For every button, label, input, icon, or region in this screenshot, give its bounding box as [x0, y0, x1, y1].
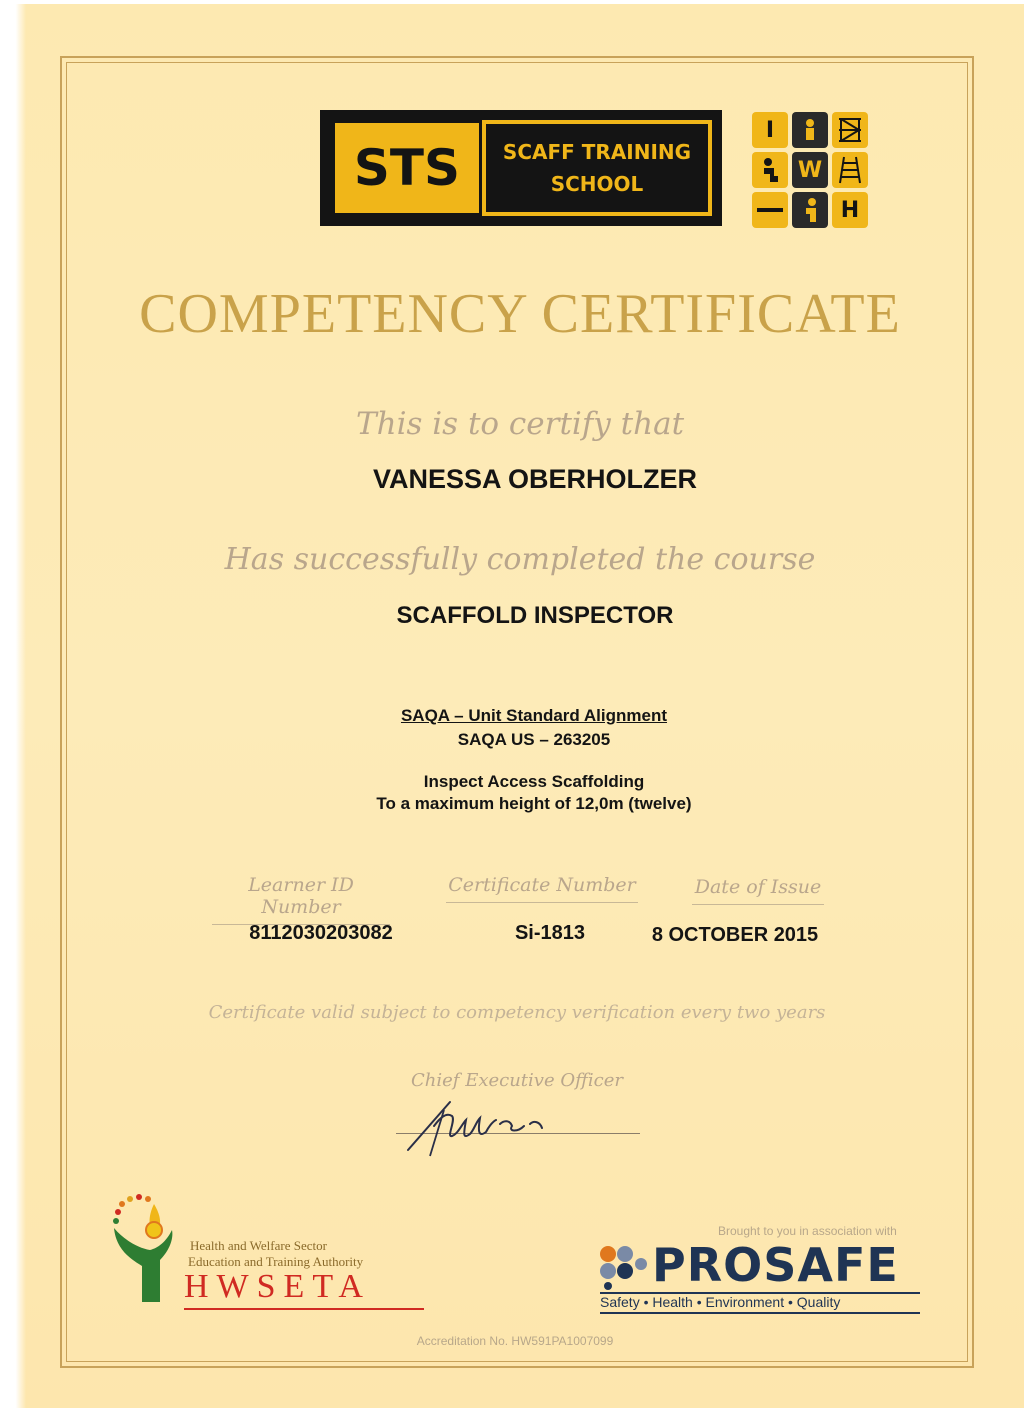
saqa-heading-text: SAQA – Unit Standard Alignment — [400, 706, 668, 725]
hwseta-underline — [184, 1308, 424, 1310]
sts-school-name — [482, 120, 712, 216]
scaffold-icon — [832, 112, 868, 148]
certificate-title: COMPETENCY CERTIFICATE — [139, 283, 901, 345]
school-line-2: SCHOOL — [550, 172, 644, 196]
saqa-heading — [0, 706, 1024, 726]
climber-icon — [792, 192, 828, 228]
prosafe-tagline: Safety • Health • Environment • Quality — [600, 1294, 841, 1310]
iwh-letter-h: H — [832, 192, 868, 228]
validity-note: Certificate valid subject to competency verification every two years — [208, 1002, 826, 1023]
iwh-letter-i: I — [752, 112, 788, 148]
certificate-number-label: Certificate Number — [446, 874, 638, 903]
scan-top-edge — [0, 0, 1024, 4]
harness-icon — [792, 112, 828, 148]
sts-mark-box — [332, 120, 482, 216]
completed-text: Has successfully completed the course — [224, 542, 816, 577]
date-of-issue-value: 8 OCTOBER 2015 — [651, 924, 819, 946]
saqa-unit-standard: SAQA US – 263205 — [457, 730, 611, 749]
hwseta-line-2: Education and Training Authority — [188, 1254, 364, 1269]
date-of-issue-label: Date of Issue — [692, 876, 824, 905]
ceo-signature — [400, 1090, 560, 1160]
prosafe-logo — [596, 1222, 926, 1322]
school-line-1: SCAFF TRAINING — [502, 140, 692, 164]
sts-logo — [320, 110, 722, 226]
prosafe-rule-bottom — [600, 1312, 920, 1314]
learner-id-value: 8112030203082 — [249, 922, 393, 944]
certify-text: This is to certify that — [355, 406, 685, 442]
accreditation-number: Accreditation No. HW591PA1007099 — [416, 1334, 614, 1348]
signatory-title: Chief Executive Officer — [411, 1070, 623, 1091]
prosafe-dots-icon — [598, 1244, 648, 1290]
sts-mark: STS — [353, 139, 461, 197]
hwseta-logo — [108, 1190, 438, 1320]
ladder-icon — [832, 152, 868, 188]
prosafe-name: PROSAFE — [652, 1238, 899, 1292]
prosafe-brought-text: Brought to you in association with — [718, 1224, 897, 1238]
platform-icon — [752, 192, 788, 228]
hwseta-line-1: Health and Welfare Sector — [190, 1238, 327, 1253]
worker-icon — [752, 152, 788, 188]
hwseta-emblem-icon — [108, 1190, 188, 1310]
learner-name: VANESSA OBERHOLZER — [372, 464, 698, 494]
certificate-number-value: Si-1813 — [514, 922, 586, 944]
hwseta-name: HWSETA — [184, 1268, 371, 1305]
scan-left-edge — [0, 0, 26, 1408]
iwh-logo — [752, 112, 870, 228]
scope-line-1: Inspect Access Scaffolding — [423, 772, 645, 791]
iwh-letter-w: W — [792, 152, 828, 188]
course-name: SCAFFOLD INSPECTOR — [396, 602, 674, 629]
scope-line-2: To a maximum height of 12,0m (twelve) — [376, 794, 692, 813]
learner-id-label: Learner ID Number — [212, 874, 390, 925]
